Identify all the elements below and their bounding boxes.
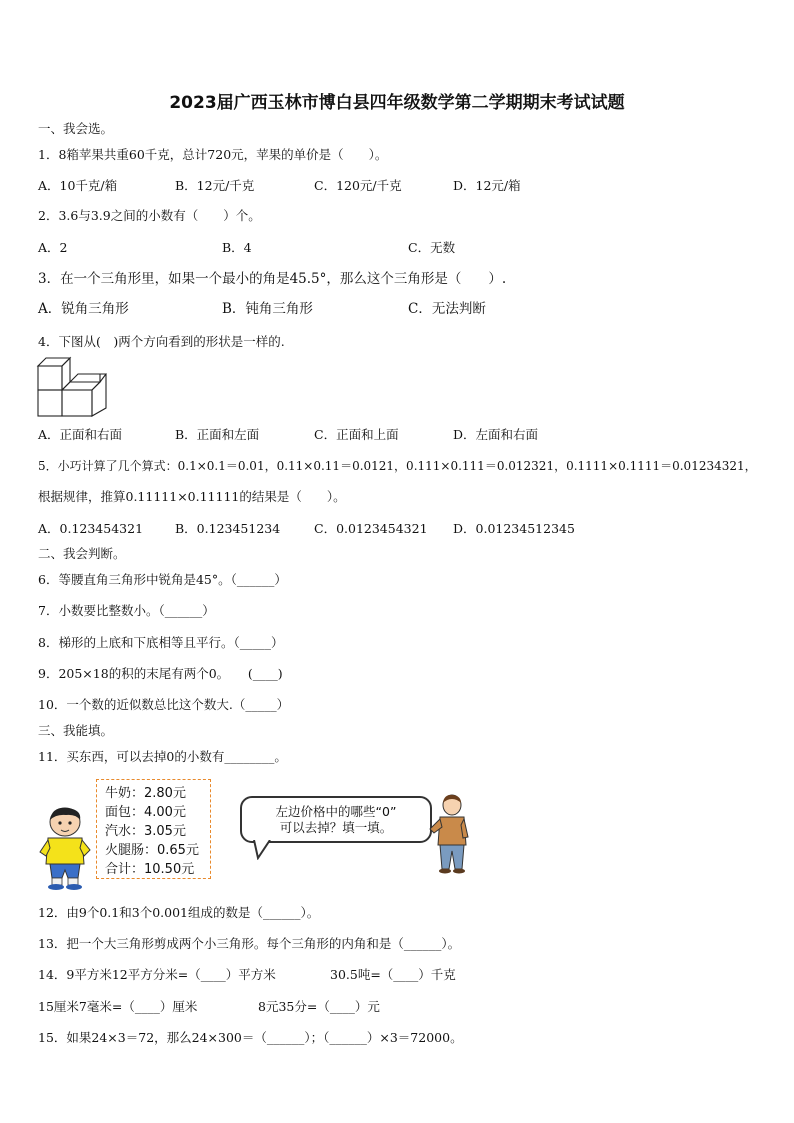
q5-option-d[interactable]: D．0.01234512345 [453,521,575,536]
question-5-line-2: 根据规律，推算0.11111×0.11111的结果是（ ）。 [38,489,346,504]
question-7: 7．小数要比整数小。（______） [38,603,215,618]
speech-bubble-line-2: 可以去掉？填一填。 [279,820,393,835]
question-3: 3．在一个三角形里，如果一个最小的角是45.5°，那么这个三角形是（ ）. [38,271,507,287]
q2-option-c[interactable]: C．无数 [408,240,456,255]
price-item-bread: 面包：4.00元 [105,805,186,820]
page-title: 2023届广西玉林市博白县四年级数学第二学期期末考试试题 [169,93,625,113]
q1-option-d[interactable]: D．12元/箱 [453,178,521,193]
q3-option-b[interactable]: B．钝角三角形 [222,301,313,317]
question-10: 10．一个数的近似数总比这个数大.（_____） [38,697,290,712]
question-11: 11．买东西，可以去掉0的小数有________。 [38,749,287,764]
q1-option-b[interactable]: B．12元/千克 [175,178,255,193]
section-2-heading: 二、我会判断。 [38,546,126,561]
q3-option-a[interactable]: A．锐角三角形 [38,301,129,317]
speech-bubble [240,796,432,843]
q4-option-a[interactable]: A．正面和右面 [38,427,123,442]
q4-option-c[interactable]: C．正面和上面 [314,427,399,442]
q2-option-b[interactable]: B．4 [222,240,252,255]
question-13: 13．把一个大三角形剪成两个小三角形。每个三角形的内角和是（______）。 [38,936,461,951]
price-item-sausage: 火腿肠：0.65元 [105,843,199,858]
question-14-part-4: 8元35分=（____）元 [258,999,380,1014]
price-item-total: 合计：10.50元 [105,862,195,877]
question-9: 9．205×18的积的末尾有两个0。 (____) [38,666,283,681]
question-1: 1．8箱苹果共重60千克，总计720元，苹果的单价是（ ）。 [38,147,388,162]
section-3-heading: 三、我能填。 [38,723,114,738]
q4-option-b[interactable]: B．正面和左面 [175,427,260,442]
q5-option-a[interactable]: A．0.123454321 [38,521,144,536]
q2-option-a[interactable]: A．2 [38,240,68,255]
question-4: 4．下图从( )两个方向看到的形状是一样的. [38,334,285,349]
q1-option-a[interactable]: A．10千克/箱 [38,178,118,193]
price-item-milk: 牛奶：2.80元 [105,786,186,801]
question-14: 14．9平方米12平方分米=（____）平方米 [38,967,276,982]
speech-bubble-tail [252,840,276,860]
q1-option-c[interactable]: C．120元/千克 [314,178,402,193]
cube-stack-figure [36,356,110,420]
question-2: 2．3.6与3.9之间的小数有（ ）个。 [38,208,261,223]
question-6: 6．等腰直角三角形中锐角是45°。（______） [38,572,287,587]
price-list [96,779,211,879]
price-item-soda: 汽水：3.05元 [105,824,186,839]
speech-bubble-line-1: 左边价格中的哪些“0” [275,804,397,819]
question-15: 15．如果24×3＝72，那么24×300＝（______）；（______）×3＝72000。 [38,1030,463,1045]
q5-option-c[interactable]: C．0.0123454321 [314,521,428,536]
section-1-heading: 一、我会选。 [38,121,114,136]
q3-option-c[interactable]: C．无法判断 [408,301,486,317]
q4-option-d[interactable]: D．左面和右面 [453,427,539,442]
question-12: 12．由9个0.1和3个0.001组成的数是（______）。 [38,905,320,920]
question-8: 8．梯形的上底和下底相等且平行。（_____） [38,635,284,650]
boy-illustration [38,806,92,890]
teacher-illustration [428,793,472,875]
question-14-part-2: 30.5吨=（____）千克 [330,967,456,982]
q5-option-b[interactable]: B．0.123451234 [175,521,281,536]
question-14-part-3: 15厘米7毫米=（____）厘米 [38,999,198,1014]
question-5: 5．小巧计算了几个算式：0.1×0.1＝0.01，0.11×0.11＝0.0121，0.111×0.111＝0.012321，0.1111×0.1111＝0.01234321， [38,459,757,473]
